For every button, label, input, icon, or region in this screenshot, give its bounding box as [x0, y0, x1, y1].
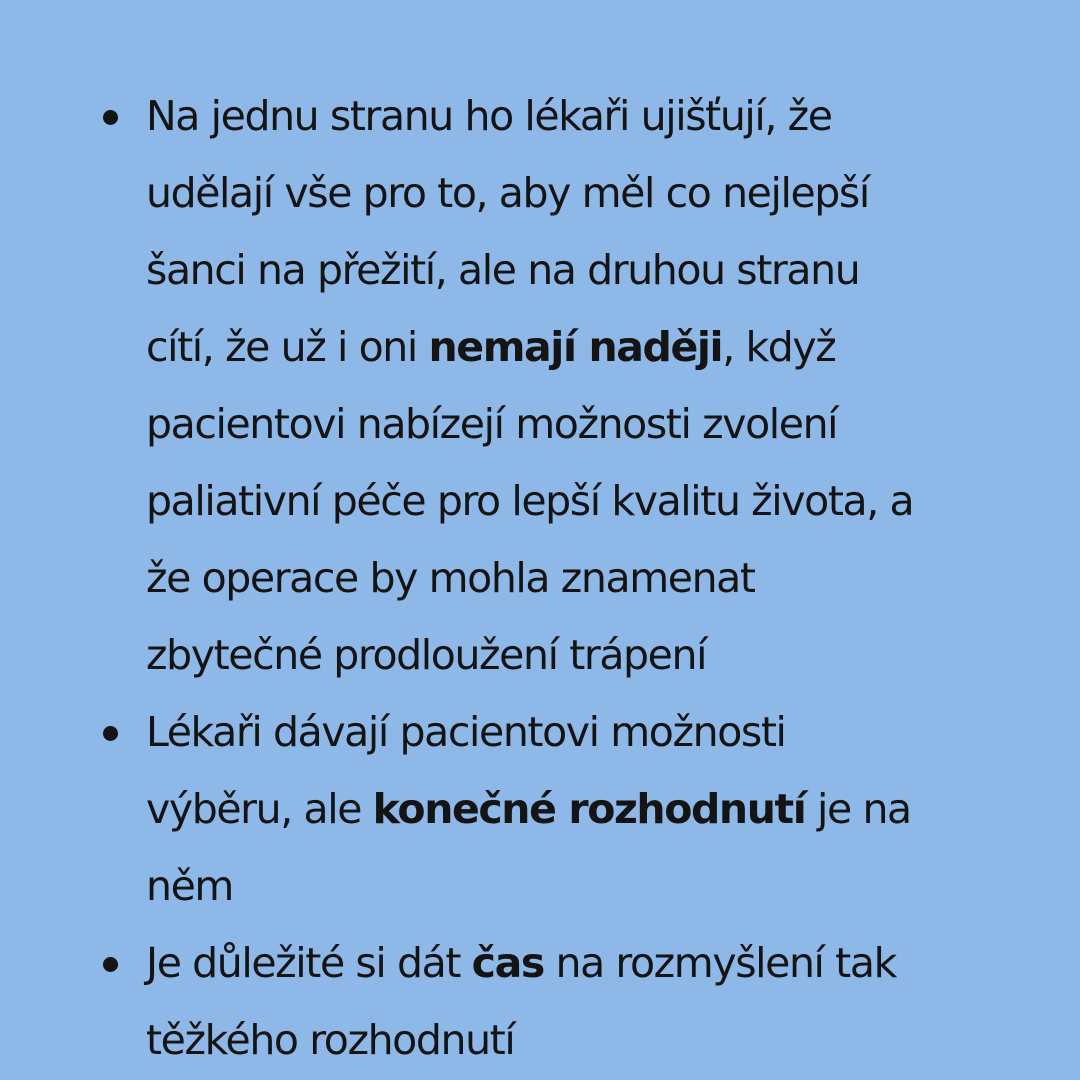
text-run: Na jednu stranu ho lékaři ujišťují, že	[146, 92, 832, 140]
text-run: Je důležité si dát	[146, 939, 472, 987]
text-run: pacientovi nabízejí možnosti zvolení	[146, 400, 838, 448]
emphasis-text: konečné rozhodnutí	[372, 785, 806, 833]
bullet-item-2	[0, 694, 1080, 925]
bullet-line	[146, 540, 1022, 617]
text-run: že operace by mohla znamenat	[146, 554, 755, 602]
text-run: cítí, že už i oni	[146, 323, 429, 371]
bullet-item-3	[0, 925, 1080, 1079]
bullet-line	[146, 78, 1022, 155]
bullet-line	[146, 848, 1022, 925]
bullet-line	[146, 1002, 1022, 1079]
text-run: zbytečné prodloužení trápení	[146, 631, 707, 679]
bullet-line	[146, 771, 1022, 848]
text-run: na rozmyšlení tak	[543, 939, 896, 987]
bullet-dot-icon	[103, 110, 118, 125]
bullet-line	[146, 925, 1022, 1002]
text-run: , když	[722, 323, 836, 371]
emphasis-text: nemají naději	[428, 323, 723, 371]
bullet-item-1	[0, 78, 1080, 694]
text-run: paliativní péče pro lepší kvalitu života, a	[146, 477, 914, 525]
text-run: je na	[805, 785, 911, 833]
text-run: Lékaři dávají pacientovi možnosti	[146, 708, 786, 756]
bullet-dot-icon	[103, 726, 118, 741]
text-run: těžkého rozhodnutí	[146, 1016, 515, 1064]
bullet-line	[146, 232, 1022, 309]
bullet-line	[146, 155, 1022, 232]
emphasis-text: čas	[471, 939, 544, 987]
bullet-line	[146, 386, 1022, 463]
text-run: udělají vše pro to, aby měl co nejlepší	[146, 169, 869, 217]
bullet-dot-icon	[103, 957, 118, 972]
bullet-line	[146, 309, 1022, 386]
bullet-line	[146, 463, 1022, 540]
text-run: šanci na přežití, ale na druhou stranu	[146, 246, 860, 294]
text-run: výběru, ale	[146, 785, 373, 833]
bullet-line	[146, 617, 1022, 694]
bullet-list	[0, 78, 1080, 1079]
bullet-line	[146, 694, 1022, 771]
text-run: něm	[146, 862, 233, 910]
